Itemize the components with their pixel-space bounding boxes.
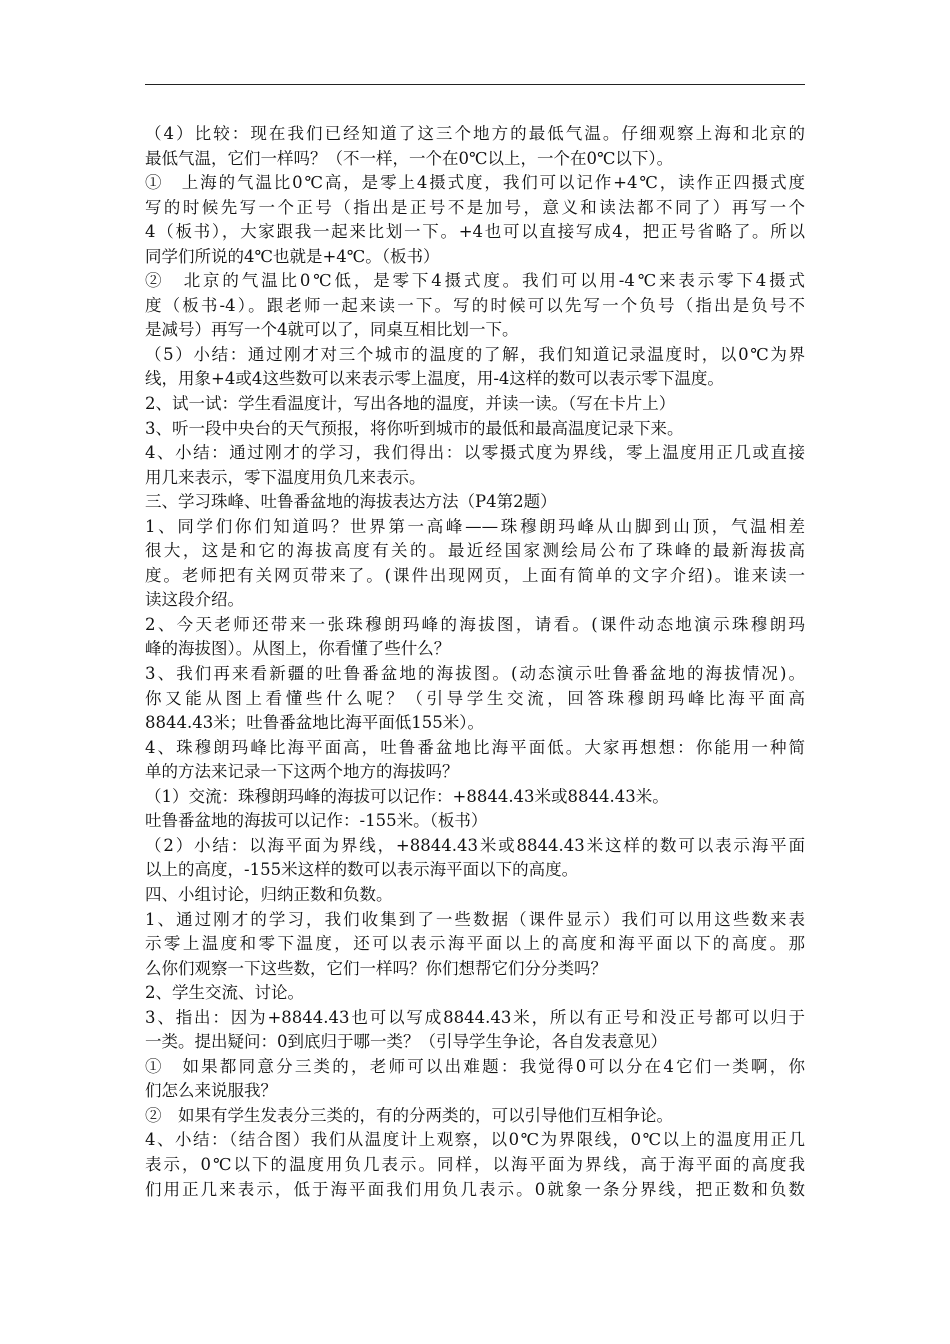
text-line: 你又能从图上看懂些什么呢？（引导学生交流，回答珠穆朗玛峰比海平面高 [145,688,805,708]
text-line: （5）小结：通过刚才对三个城市的温度的了解，我们知道记录温度时，以0℃为界 [145,344,805,364]
text-line: 4（板书），大家跟我一起来比划一下。+4也可以直接写成4，把正号省略了。所以 [145,222,805,242]
text-line: 2、试一试：学生看温度计，写出各地的温度，并读一读。（写在卡片上） [145,394,676,414]
text-line: 1、通过刚才的学习，我们收集到了一些数据（课件显示）我们可以用这些数来表 [145,909,805,929]
text-line: ① 如果都同意分三类的，老师可以出难题：我觉得0可以分在4它们一类啊，你 [145,1056,805,1076]
text-line: 4、珠穆朗玛峰比海平面高，吐鲁番盆地比海平面低。大家再想想：你能用一种简 [145,737,805,757]
text-line: 么你们观察一下这些数，它们一样吗？你们想帮它们分分类吗？ [145,958,607,978]
text-line: 2、学生交流、讨论。 [145,983,304,1003]
text-line: 四、小组讨论，归纳正数和负数。 [145,884,393,904]
text-line: 8844.43米；吐鲁番盆地比海平面低155米）。 [145,713,484,733]
text-line: （1）交流：珠穆朗玛峰的海拔可以记作：+8844.43米或8844.43米。 [145,786,669,806]
text-line: 以上的高度，-155米这样的数可以表示海平面以下的高度。 [145,860,579,880]
header-rule [145,84,805,85]
text-line: 峰的海拔图）。从图上，你看懂了些什么？ [145,639,451,659]
text-line: 3、听一段中央台的天气预报，将你听到城市的最低和最高温度记录下来。 [145,418,684,438]
text-line: 是减号）再写一个4就可以了，同桌互相比划一下。 [145,320,519,340]
text-line: 度（板书-4）。跟老师一起来读一下。写的时候可以先写一个负号（指出是负号不 [145,295,805,315]
text-line: 用几来表示，零下温度用负几来表示。 [145,467,426,487]
text-line: 1、同学们你们知道吗？世界第一高峰——珠穆朗玛峰从山脚到山顶，气温相差 [145,516,805,536]
text-line: 写的时候先写一个正号（指出是正号不是加号，意义和读法都不同了）再写一个 [145,197,805,217]
text-line: 3、我们再来看新疆的吐鲁番盆地的海拔图。(动态演示吐鲁番盆地的海拔情况)。 [145,664,805,684]
text-line: 2、今天老师还带来一张珠穆朗玛峰的海拔图，请看。(课件动态地演示珠穆朗玛 [145,614,805,634]
text-line: 示零上温度和零下温度，还可以表示海平面以上的高度和海平面以下的高度。那 [145,934,805,954]
text-line: 们怎么来说服我？ [145,1081,277,1101]
text-line: 一类。提出疑问：0到底归于哪一类？（引导学生争论，各自发表意见） [145,1032,667,1052]
document-body [145,122,805,1202]
text-line: （2）小结：以海平面为界线，+8844.43米或8844.43米这样的数可以表示海平面 [145,835,805,855]
text-line: 4、小结：（结合图）我们从温度计上观察，以0℃为界限线，0℃以上的温度用正几 [145,1130,805,1150]
text-line: 线，用象+4或4这些数可以来表示零上温度，用-4这样的数可以表示零下温度。 [145,369,724,389]
text-line: ① 上海的气温比0℃高，是零上4摄式度，我们可以记作+4℃，读作正四摄式度 [145,173,805,193]
text-line: 单的方法来记录一下这两个地方的海拔吗？ [145,762,459,782]
text-line: ② 北京的气温比0℃低，是零下4摄式度。我们可以用-4℃来表示零下4摄式 [145,271,805,291]
text-line: 4、小结：通过刚才的学习，我们得出：以零摄式度为界线，零上温度用正几或直接 [145,443,805,463]
text-line: 表示，0℃以下的温度用负几表示。同样，以海平面为界线，高于海平面的高度我 [145,1154,805,1174]
text-line: 吐鲁番盆地的海拔可以记作：-155米。（板书） [145,811,488,831]
text-line: ② 如果有学生发表分三类的，有的分两类的，可以引导他们互相争论。 [145,1105,673,1125]
text-line: 最低气温，它们一样吗？（不一样，一个在0℃以上，一个在0℃以下）。 [145,148,674,168]
text-line: 很大，这是和它的海拔高度有关的。最近经国家测绘局公布了珠峰的最新海拔高 [145,541,805,561]
text-line: 度。老师把有关网页带来了。(课件出现网页，上面有简单的文字介绍)。谁来读一 [145,565,805,585]
text-line: 三、学习珠峰、吐鲁番盆地的海拔表达方法（P4第2题） [145,492,557,512]
text-line: 读这段介绍。 [145,590,244,610]
text-line: 们用正几来表示，低于海平面我们用负几表示。0就象一条分界线，把正数和负数 [145,1179,805,1199]
text-line: 3、指出：因为+8844.43也可以写成8844.43米，所以有正号和没正号都可以归于 [145,1007,805,1027]
text-line: （4）比较：现在我们已经知道了这三个地方的最低气温。仔细观察上海和北京的 [145,124,805,143]
text-line: 同学们所说的4℃也就是+4℃。（板书） [145,246,440,266]
